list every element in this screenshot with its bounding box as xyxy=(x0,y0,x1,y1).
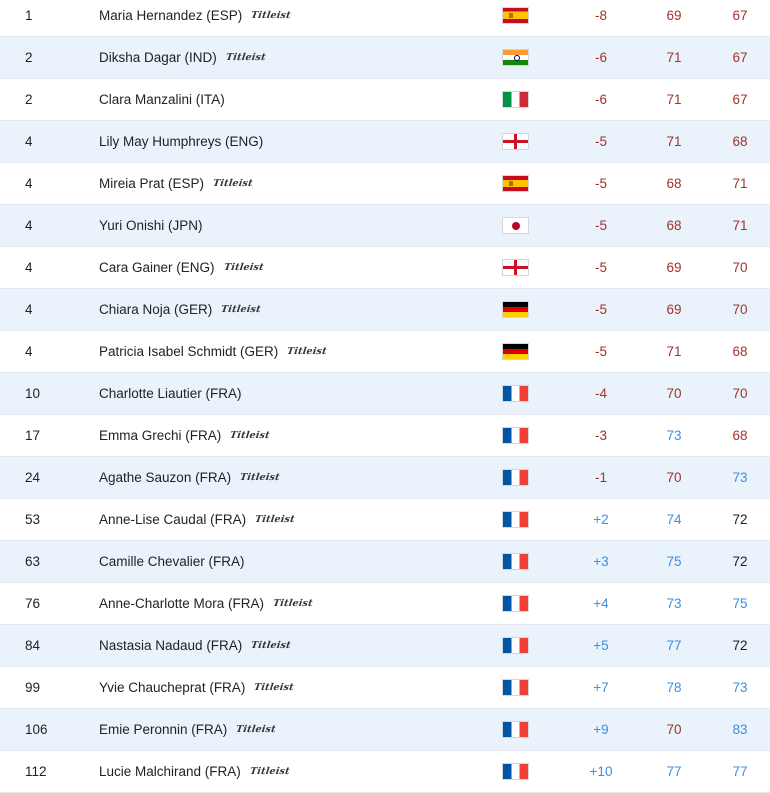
position: 4 xyxy=(25,260,33,275)
round-1-score: 74 xyxy=(666,512,682,527)
flag-fra-icon xyxy=(502,427,529,444)
flag-fra-icon xyxy=(502,679,529,696)
round-1-score: 69 xyxy=(666,260,682,275)
country-flag-cell xyxy=(502,163,529,204)
player-name-cell xyxy=(99,625,291,666)
score-to-par: +9 xyxy=(593,722,609,737)
player-name[interactable]: Camille Chevalier (FRA) xyxy=(99,554,245,569)
score-to-par: -5 xyxy=(594,176,607,191)
position: 2 xyxy=(25,92,33,107)
round-2-score: 72 xyxy=(732,554,748,569)
flag-esp-icon xyxy=(502,175,529,192)
round-2-score: 67 xyxy=(732,92,748,107)
country-flag-cell xyxy=(502,0,529,36)
sponsor-logo: Titleist xyxy=(225,52,267,63)
position: 4 xyxy=(25,218,33,233)
round-1-score: 70 xyxy=(666,386,682,401)
round-1-score: 71 xyxy=(666,344,682,359)
player-name-cell xyxy=(99,751,289,792)
position: 24 xyxy=(25,470,41,485)
flag-fra-icon xyxy=(502,553,529,570)
country-flag-cell xyxy=(502,205,529,246)
sponsor-logo: Titleist xyxy=(220,304,262,315)
round-1-score: 73 xyxy=(666,596,682,611)
player-row[interactable] xyxy=(0,331,770,373)
flag-eng-icon xyxy=(502,259,529,276)
player-name-cell xyxy=(99,121,263,162)
round-2-score: 71 xyxy=(732,176,748,191)
player-name[interactable]: Diksha Dagar (IND) xyxy=(99,50,217,65)
player-row[interactable] xyxy=(0,709,770,751)
player-row[interactable] xyxy=(0,79,770,121)
player-name-cell xyxy=(99,499,295,540)
score-to-par: -4 xyxy=(594,386,607,401)
country-flag-cell xyxy=(502,79,529,120)
player-name[interactable]: Patricia Isabel Schmidt (GER) xyxy=(99,344,279,359)
round-2-score: 73 xyxy=(732,470,748,485)
sponsor-logo: Titleist xyxy=(249,766,291,777)
player-row[interactable] xyxy=(0,37,770,79)
player-row[interactable] xyxy=(0,415,770,457)
player-row[interactable] xyxy=(0,0,770,37)
player-name-cell xyxy=(99,415,270,456)
position: 63 xyxy=(25,554,41,569)
player-row[interactable] xyxy=(0,121,770,163)
score-to-par: -5 xyxy=(594,218,607,233)
player-name[interactable]: Emma Grechi (FRA) xyxy=(99,428,222,443)
flag-fra-icon xyxy=(502,595,529,612)
round-2-score: 68 xyxy=(732,344,748,359)
round-2-score: 67 xyxy=(732,50,748,65)
round-1-score: 77 xyxy=(666,764,682,779)
flag-ita-icon xyxy=(502,91,529,108)
player-row[interactable] xyxy=(0,247,770,289)
player-name[interactable]: Yuri Onishi (JPN) xyxy=(99,218,203,233)
score-to-par: -6 xyxy=(594,92,607,107)
round-2-score: 71 xyxy=(732,218,748,233)
flag-fra-icon xyxy=(502,469,529,486)
player-name-cell xyxy=(99,457,280,498)
player-row[interactable] xyxy=(0,289,770,331)
round-1-score: 71 xyxy=(666,92,682,107)
player-name-cell xyxy=(99,289,261,330)
score-to-par: -5 xyxy=(594,260,607,275)
player-row[interactable] xyxy=(0,751,770,793)
player-name-cell xyxy=(99,331,327,372)
country-flag-cell xyxy=(502,499,529,540)
round-2-score: 72 xyxy=(732,638,748,653)
sponsor-logo: Titleist xyxy=(212,178,254,189)
round-1-score: 77 xyxy=(666,638,682,653)
player-name-cell xyxy=(99,373,242,414)
player-row[interactable] xyxy=(0,625,770,667)
sponsor-logo: Titleist xyxy=(239,472,281,483)
flag-eng-icon xyxy=(502,133,529,150)
player-name[interactable]: Yvie Chaucheprat (FRA) xyxy=(99,680,246,695)
player-name-cell xyxy=(99,37,265,78)
player-name[interactable]: Maria Hernandez (ESP) xyxy=(99,8,243,23)
round-2-score: 67 xyxy=(732,8,748,23)
player-row[interactable] xyxy=(0,499,770,541)
sponsor-logo: Titleist xyxy=(253,682,295,693)
score-to-par: -3 xyxy=(594,428,607,443)
score-to-par: -1 xyxy=(594,470,607,485)
player-name[interactable]: Lily May Humphreys (ENG) xyxy=(99,134,264,149)
score-to-par: +3 xyxy=(593,554,609,569)
round-1-score: 75 xyxy=(666,554,682,569)
flag-ind-icon xyxy=(502,49,529,66)
country-flag-cell xyxy=(502,541,529,582)
position: 4 xyxy=(25,344,33,359)
player-row[interactable] xyxy=(0,205,770,247)
flag-ger-icon xyxy=(502,343,529,360)
sponsor-logo: Titleist xyxy=(229,430,271,441)
round-1-score: 71 xyxy=(666,50,682,65)
player-row[interactable] xyxy=(0,163,770,205)
position: 99 xyxy=(25,680,41,695)
country-flag-cell xyxy=(502,751,529,792)
player-name-cell xyxy=(99,163,253,204)
score-to-par: -5 xyxy=(594,302,607,317)
player-name[interactable]: Chiara Noja (GER) xyxy=(99,302,213,317)
round-2-score: 72 xyxy=(732,512,748,527)
round-2-score: 70 xyxy=(732,260,748,275)
position: 2 xyxy=(25,50,33,65)
round-1-score: 69 xyxy=(666,8,682,23)
country-flag-cell xyxy=(502,373,529,414)
sponsor-logo: Titleist xyxy=(272,598,314,609)
score-to-par: +10 xyxy=(589,764,613,779)
flag-fra-icon xyxy=(502,385,529,402)
country-flag-cell xyxy=(502,37,529,78)
player-name-cell xyxy=(99,79,225,120)
country-flag-cell xyxy=(502,121,529,162)
player-name[interactable]: Clara Manzalini (ITA) xyxy=(99,92,225,107)
round-2-score: 70 xyxy=(732,386,748,401)
player-name-cell xyxy=(99,541,245,582)
flag-fra-icon xyxy=(502,721,529,738)
round-2-score: 75 xyxy=(732,596,748,611)
player-name[interactable]: Emie Peronnin (FRA) xyxy=(99,722,228,737)
round-1-score: 70 xyxy=(666,722,682,737)
score-to-par: -5 xyxy=(594,134,607,149)
position: 10 xyxy=(25,386,41,401)
position: 17 xyxy=(25,428,41,443)
country-flag-cell xyxy=(502,667,529,708)
flag-esp-icon xyxy=(502,7,529,24)
player-row[interactable] xyxy=(0,373,770,415)
country-flag-cell xyxy=(502,289,529,330)
position: 84 xyxy=(25,638,41,653)
country-flag-cell xyxy=(502,247,529,288)
score-to-par: +4 xyxy=(593,596,609,611)
position: 53 xyxy=(25,512,41,527)
player-name[interactable]: Agathe Sauzon (FRA) xyxy=(99,470,232,485)
round-1-score: 69 xyxy=(666,302,682,317)
player-name-cell xyxy=(99,583,313,624)
country-flag-cell xyxy=(502,709,529,750)
sponsor-logo: Titleist xyxy=(254,514,296,525)
round-1-score: 73 xyxy=(666,428,682,443)
country-flag-cell xyxy=(502,583,529,624)
player-row[interactable] xyxy=(0,583,770,625)
position: 112 xyxy=(25,764,47,779)
sponsor-logo: Titleist xyxy=(222,262,264,273)
position: 4 xyxy=(25,134,33,149)
round-2-score: 68 xyxy=(732,428,748,443)
player-name[interactable]: Nastasia Nadaud (FRA) xyxy=(99,638,243,653)
flag-fra-icon xyxy=(502,511,529,528)
player-name[interactable]: Cara Gainer (ENG) xyxy=(99,260,215,275)
player-name-cell xyxy=(99,667,294,708)
sponsor-logo: Titleist xyxy=(235,724,277,735)
position: 76 xyxy=(25,596,41,611)
position: 106 xyxy=(25,722,48,737)
flag-fra-icon xyxy=(502,763,529,780)
position: 1 xyxy=(25,8,33,23)
flag-fra-icon xyxy=(502,637,529,654)
round-2-score: 68 xyxy=(732,134,748,149)
score-to-par: -5 xyxy=(594,344,607,359)
position: 4 xyxy=(25,302,33,317)
player-name[interactable]: Mireia Prat (ESP) xyxy=(99,176,205,191)
country-flag-cell xyxy=(502,457,529,498)
score-to-par: -8 xyxy=(594,8,607,23)
sponsor-logo: Titleist xyxy=(250,10,292,21)
country-flag-cell xyxy=(502,415,529,456)
player-name[interactable]: Charlotte Liautier (FRA) xyxy=(99,386,242,401)
sponsor-logo: Titleist xyxy=(286,346,328,357)
player-name[interactable]: Anne-Charlotte Mora (FRA) xyxy=(99,596,265,611)
player-name-cell xyxy=(99,247,263,288)
sponsor-logo: Titleist xyxy=(250,640,292,651)
player-name-cell xyxy=(99,205,203,246)
round-2-score: 83 xyxy=(732,722,748,737)
round-1-score: 68 xyxy=(666,218,682,233)
player-name[interactable]: Anne-Lise Caudal (FRA) xyxy=(99,512,247,527)
player-row[interactable] xyxy=(0,667,770,709)
round-2-score: 77 xyxy=(732,764,748,779)
player-row[interactable] xyxy=(0,541,770,583)
round-1-score: 68 xyxy=(666,176,682,191)
round-1-score: 70 xyxy=(666,470,682,485)
player-name-cell xyxy=(99,709,276,750)
round-2-score: 73 xyxy=(732,680,748,695)
score-to-par: +2 xyxy=(593,512,609,527)
player-name[interactable]: Lucie Malchirand (FRA) xyxy=(99,764,241,779)
flag-jpn-icon xyxy=(502,217,529,234)
player-name-cell xyxy=(99,0,291,36)
score-to-par: +7 xyxy=(593,680,609,695)
position: 4 xyxy=(25,176,33,191)
score-to-par: +5 xyxy=(593,638,609,653)
round-1-score: 71 xyxy=(666,134,682,149)
flag-ger-icon xyxy=(502,301,529,318)
round-2-score: 70 xyxy=(732,302,748,317)
round-1-score: 78 xyxy=(666,680,682,695)
player-row[interactable] xyxy=(0,457,770,499)
country-flag-cell xyxy=(502,625,529,666)
score-to-par: -6 xyxy=(594,50,607,65)
country-flag-cell xyxy=(502,331,529,372)
